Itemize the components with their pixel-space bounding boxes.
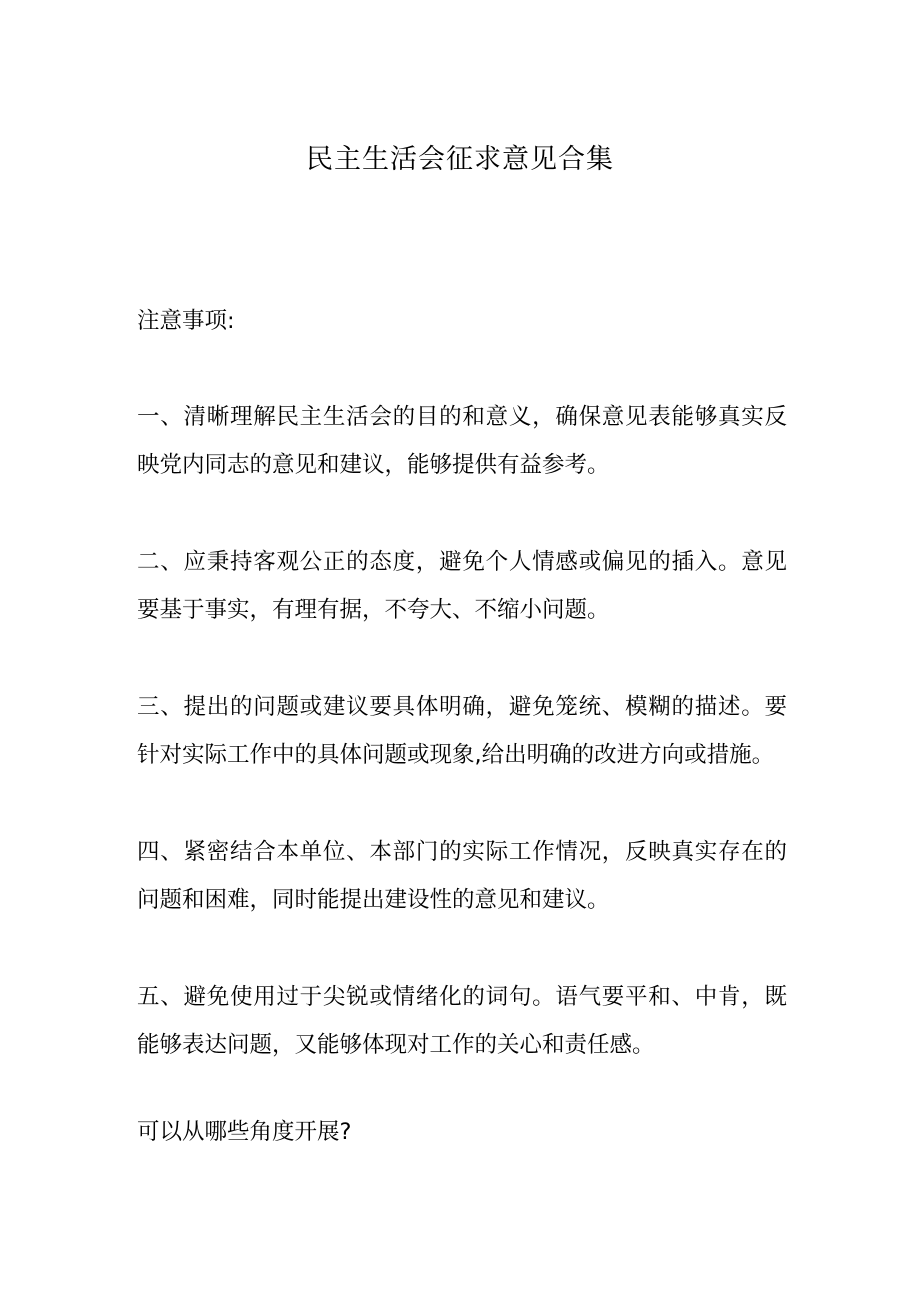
note-item-3: 三、提出的问题或建议要具体明确，避免笼统、模糊的描述。要针对实际工作中的具体问题或现象,给出明确的改进方向或措施。 bbox=[137, 694, 787, 768]
document-title: 民主生活会征求意见合集 bbox=[306, 144, 614, 175]
note-item-1: 一、清晰理解民主生活会的目的和意义，确保意见表能够真实反映党内同志的意见和建议，能够提供有益参考。 bbox=[137, 404, 787, 478]
angles-heading: 可以从哪些角度开展? bbox=[137, 1119, 352, 1145]
note-item-2: 二、应秉持客观公正的态度，避免个人情感或偏见的插入。意见要基于事实，有理有据，不夸大、不缩小问题。 bbox=[137, 549, 787, 623]
note-item-4: 四、紧密结合本单位、本部门的实际工作情况，反映真实存在的问题和困难，同时能提出建设性的意见和建议。 bbox=[137, 839, 787, 913]
note-item-5: 五、避免使用过于尖锐或情绪化的词句。语气要平和、中肯，既能够表达问题，又能够体现对工作的关心和责任感。 bbox=[137, 984, 787, 1058]
notes-heading: 注意事项: bbox=[137, 308, 235, 334]
